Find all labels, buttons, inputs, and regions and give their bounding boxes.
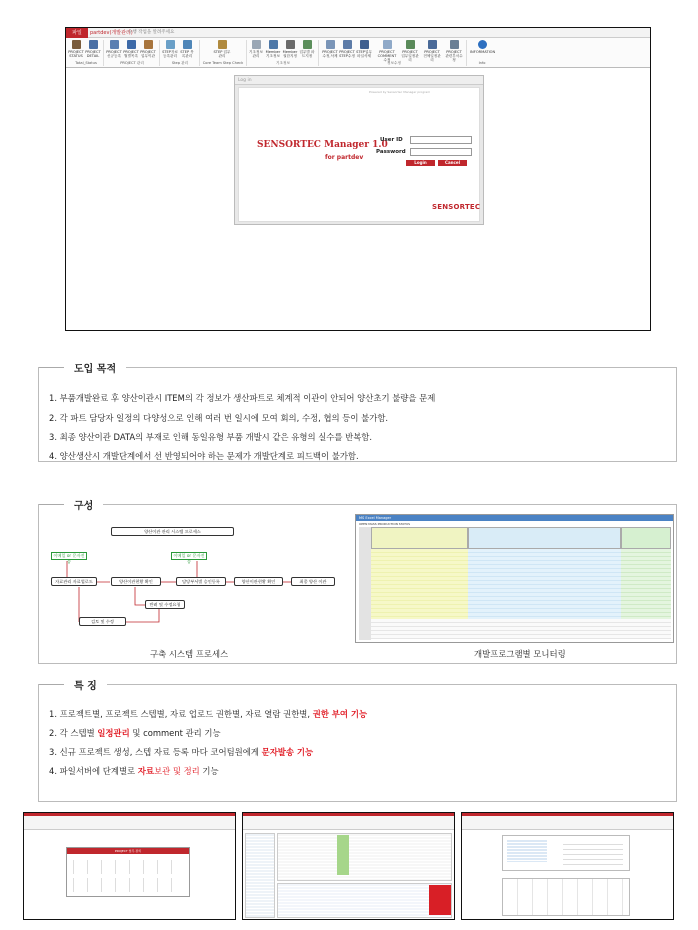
flow-top-box: 양산이관 관리 시스템 프로세스 — [111, 527, 234, 536]
ribbon-group-label: 정보수정 — [387, 61, 401, 65]
ribbon-group-label: Info — [478, 61, 486, 65]
ribbon-button[interactable]: PROJECT 관련부서수정 — [444, 40, 464, 62]
purpose-item: 1. 부품개발완료 후 양산이관시 ITEM의 각 정보가 생산파트로 체계적 이관이 안되어 양산초기 불량을 문제 — [49, 393, 436, 403]
group-separator — [466, 40, 467, 66]
flow-node-status-2: 양산이관현황 확인 — [234, 577, 283, 586]
login-panel — [238, 87, 480, 222]
thumb-highlight — [337, 835, 349, 875]
app-subtitle: for partdev — [325, 154, 364, 161]
thumb-ribbon — [243, 816, 454, 830]
thumb-form-list — [507, 840, 547, 862]
group-separator — [159, 40, 160, 66]
flow-node-status: 양산이관현황 확인 — [111, 577, 161, 586]
monitor-header-yellow — [371, 527, 468, 549]
settings-icon — [252, 40, 261, 49]
monitoring-caption: 개발프로그램별 모니터링 — [474, 649, 566, 659]
calendar-icon — [127, 40, 136, 49]
upload-icon — [166, 40, 175, 49]
purpose-item: 3. 최종 양산이관 DATA의 부재로 인해 동일유형 부품 개발시 같은 유형의 실수를 반복함. — [49, 432, 373, 442]
ribbon-button[interactable]: PROJECT 신규등록 — [106, 40, 122, 58]
flow-node-upload: 자료관리 자료업로드 — [51, 577, 97, 586]
thumb-ribbon — [24, 816, 235, 830]
thumb-dialog-table — [73, 860, 183, 874]
app-screenshot — [65, 27, 651, 331]
part-icon — [303, 40, 312, 49]
ribbon-button[interactable]: 업무별 파트지정 — [299, 40, 315, 58]
ribbon-button[interactable]: Member 권한지정 — [282, 40, 298, 58]
thumbnail-project-management — [23, 812, 236, 920]
ribbon-button[interactable]: PROJECT 업무이관 — [140, 40, 156, 58]
flow-node-review: 검토 및 수정 — [79, 617, 126, 626]
info-icon — [478, 40, 487, 49]
step-list-icon — [183, 40, 192, 49]
monitoring-screenshot — [355, 514, 674, 643]
task-icon — [218, 40, 227, 49]
thumbnail-project-list — [242, 812, 455, 920]
feature-item: 4. 파일서버에 단계별로 자료보관 및 정리 기능 — [49, 766, 219, 776]
ribbon-group-label: Total_Status — [75, 61, 97, 65]
ribbon-button[interactable]: PROJECT DETAIL — [85, 40, 101, 58]
ribbon-button[interactable]: PROJECT COMMENT수정 — [376, 40, 398, 62]
ribbon-button[interactable]: PROJECT 월별목록 — [123, 40, 139, 58]
feature-item: 2. 각 스텝별 일정관리 및 comment 관리 기능 — [49, 728, 221, 738]
login-title-bar: Log in — [235, 76, 483, 85]
cancel-button[interactable]: Cancel — [438, 160, 467, 166]
purpose-item: 2. 각 파트 담당자 일정의 다양성으로 인해 여러 번 일시에 모여 회의, 수정, 협의 등이 불가함. — [49, 413, 389, 423]
user-id-label: User ID — [380, 137, 403, 143]
ribbon-button[interactable]: PROJECT 수정,삭제 — [322, 40, 338, 58]
thumb-grid — [277, 833, 452, 881]
thumb-form-fields — [563, 840, 623, 866]
group-separator — [318, 40, 319, 66]
ribbon-group-label: Step 관리 — [171, 61, 189, 65]
monitor-title-bar: MS Excel Manager — [356, 515, 673, 521]
composition-title: 구성 — [64, 497, 103, 512]
monitor-header-green — [621, 527, 671, 549]
login-button[interactable]: Login — [406, 160, 435, 166]
group-separator — [246, 40, 247, 66]
schedule-icon — [406, 40, 415, 49]
purpose-section — [38, 364, 677, 462]
folder-icon — [72, 40, 81, 49]
ribbon-button[interactable]: Member 기초정보 — [265, 40, 281, 58]
thumb-tree — [245, 833, 275, 918]
monitor-subtitle: OPEN MASS PRODUCTION STATUS — [359, 522, 411, 526]
permission-icon — [286, 40, 295, 49]
monitor-grid-yellow — [371, 549, 468, 619]
flow-mail-right: 이메일 or 문자전송 — [171, 552, 207, 560]
brand-logo: SENSORTEC — [432, 203, 481, 211]
thumb-ribbon — [462, 816, 673, 830]
user-id-input[interactable] — [410, 136, 472, 144]
delete-file-icon — [360, 40, 369, 49]
thumb-schedule-table — [502, 878, 630, 916]
ribbon-button[interactable]: PROJECT STEP수정 — [339, 40, 355, 58]
transfer-icon — [144, 40, 153, 49]
ribbon-button[interactable]: INFORMATION — [470, 40, 494, 54]
ribbon-button[interactable]: PROJECT STATUS — [68, 40, 84, 58]
flow-arrow — [126, 609, 159, 622]
password-input[interactable] — [410, 148, 472, 156]
ribbon-button[interactable]: STEP 목록관리 — [179, 40, 195, 58]
monitor-grid-blue — [468, 549, 621, 619]
ribbon — [66, 38, 650, 68]
new-project-icon — [110, 40, 119, 49]
ribbon-button[interactable]: PROJECT 전체일정관리 — [422, 40, 442, 62]
flow-node-approve: 담당부서별 승인등록 — [176, 577, 226, 586]
thumb-dialog-title: PROJECT 업무 관리 — [67, 848, 189, 854]
feature-item: 3. 신규 프로젝트 생성, 스텝 자료 등록 마다 코어팀원에게 문자발송 기능 — [49, 747, 314, 757]
thumbnail-schedule — [461, 812, 674, 920]
thumb-dialog-table — [73, 878, 183, 892]
monitor-grid-green — [621, 549, 671, 619]
password-label: Password — [376, 149, 406, 155]
thumb-dialog — [66, 847, 190, 897]
list-icon — [89, 40, 98, 49]
flow-arrow — [135, 587, 145, 605]
feature-item: 1. 프로젝트별, 프로젝트 스텝별, 자료 업로드 권한별, 자료 열람 권한별, 권한 부여 기능 — [49, 709, 368, 719]
features-section — [38, 681, 677, 802]
monitor-grid-footer — [371, 619, 671, 639]
comment-icon — [383, 40, 392, 49]
monitor-row-header — [359, 527, 371, 640]
thumb-detail — [277, 883, 452, 918]
login-window — [234, 75, 484, 225]
flow-node-reject: 반려 및 수정요청 — [145, 600, 185, 609]
flow-node-final: 최종 양산 이관 — [291, 577, 335, 586]
app-tab[interactable]: partdev(개발관리) — [90, 30, 133, 36]
flow-mail-left: 이메일 or 문자전송 — [51, 552, 87, 560]
member-icon — [269, 40, 278, 49]
login-subtitle: Powered by Sensortec Manager program — [369, 90, 431, 94]
edit-icon — [326, 40, 335, 49]
purpose-item: 4. 양산생산시 개발단계에서 선 반영되어야 하는 문제가 개발단계로 피드백이 불가함. — [49, 451, 359, 461]
department-icon — [450, 40, 459, 49]
ribbon-button[interactable]: STEP자료 등록관리 — [162, 40, 178, 58]
ribbon-button[interactable]: STEP업무 파일삭제 — [356, 40, 372, 58]
composition-section — [38, 501, 677, 664]
file-tab[interactable]: 파일 — [66, 28, 88, 38]
step-edit-icon — [343, 40, 352, 49]
thumb-form — [502, 835, 630, 871]
thumb-red-block — [429, 885, 451, 915]
ribbon-group-label: PROJECT 관리 — [120, 61, 144, 65]
ribbon-group-label: 기초정보 — [276, 61, 290, 65]
ribbon-button[interactable]: PROJECT 업무일정관리 — [400, 40, 420, 62]
features-title: 특 징 — [64, 677, 107, 692]
search-hint[interactable]: 수행 작업을 알려주세요 — [128, 30, 175, 35]
flowchart-caption: 구축 시스템 프로세스 — [150, 649, 229, 659]
monitor-header-blue — [468, 527, 621, 549]
ribbon-button[interactable]: STEP 업무관리 — [212, 40, 232, 58]
group-separator — [103, 40, 104, 66]
ribbon-group-label: Core Team Step Check — [202, 61, 244, 65]
all-schedule-icon — [428, 40, 437, 49]
purpose-title: 도입 목적 — [64, 360, 126, 375]
ribbon-button[interactable]: 기초정보 관리 — [248, 40, 264, 58]
app-name: SENSORTEC Manager 1.0 — [257, 140, 388, 150]
